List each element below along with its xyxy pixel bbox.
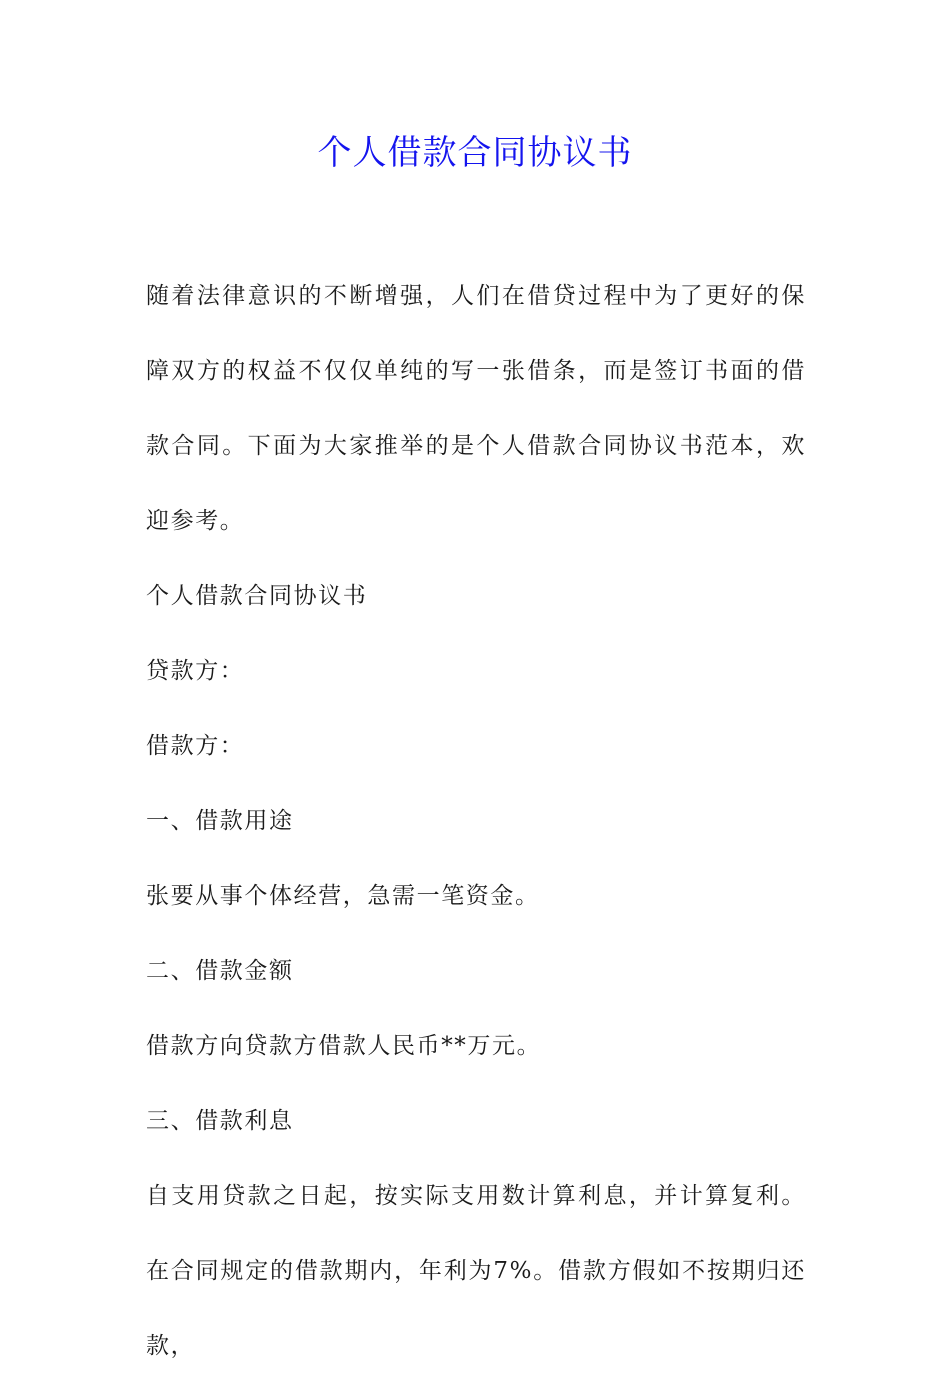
document-body [146, 259, 806, 1384]
purpose-paragraph: 张要从事个体经营，急需一笔资金。 [146, 883, 540, 909]
subtitle-paragraph: 个人借款合同协议书 [146, 583, 368, 609]
section-heading-purpose: 一、借款用途 [146, 808, 294, 834]
lender-line: 贷款方： [146, 658, 245, 684]
section-heading-amount: 二、借款金额 [146, 958, 294, 984]
interest-paragraph: 自支用贷款之日起，按实际支用数计算利息，并计算复利。在合同规定的借款期内，年利为7%。借款方假如不按期归还款， [146, 1183, 806, 1359]
borrower-line: 借款方： [146, 733, 245, 759]
document-title: 个人借款合同协议书 [317, 133, 633, 173]
intro-paragraph: 随着法律意识的不断增强，人们在借贷过程中为了更好的保障双方的权益不仅仅单纯的写一张借条，而是签订书面的借款合同。下面为大家推举的是个人借款合同协议书范本，欢迎参考。 [146, 283, 806, 534]
section-heading-interest: 三、借款利息 [146, 1108, 294, 1134]
amount-paragraph: 借款方向贷款方借款人民币**万元。 [146, 1033, 542, 1059]
